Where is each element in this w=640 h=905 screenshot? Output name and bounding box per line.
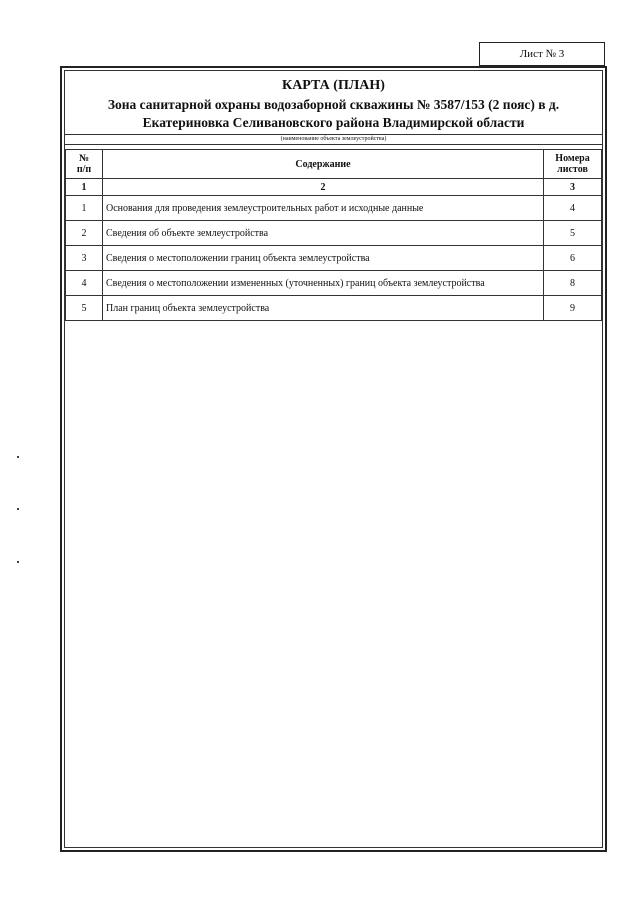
row-page: 4 [544,196,602,221]
table-row [66,271,602,296]
row-content: План границ объекта землеустройства [103,296,544,321]
row-number: 2 [66,221,103,246]
contents-header-row [66,150,602,179]
row-content: Основания для проведения землеустроительных работ и исходные данные [103,196,544,221]
row-page: 6 [544,246,602,271]
document-frame [60,66,607,852]
document-inner-frame [64,70,603,848]
column-index-row [66,179,602,196]
row-number: 5 [66,296,103,321]
row-content: Сведения о местоположении измененных (уточненных) границ объекта землеустройства [103,271,544,296]
header-content: Содержание [103,150,544,179]
document-title: КАРТА (ПЛАН) [282,78,385,93]
table-row [66,196,602,221]
row-content: Сведения об объекте землеустройства [103,221,544,246]
column-index-3: 3 [544,179,602,196]
header-num-line-2: п/п [76,164,92,175]
scan-dot-mark [17,561,19,563]
scan-dot-mark [17,456,19,458]
sheet-number-label: Лист № 3 [479,42,605,66]
contents-table [65,149,602,321]
header-num [66,150,103,179]
row-number: 1 [66,196,103,221]
header-pages [544,150,602,179]
column-index-2: 2 [103,179,544,196]
table-row [66,246,602,271]
scan-dot-mark [17,508,19,510]
row-page: 9 [544,296,602,321]
document-subtitle-line-1: Зона санитарной охраны водозаборной скважины № 3587/153 (2 пояс) в д. [107,97,560,112]
row-number: 3 [66,246,103,271]
table-row [66,221,602,246]
row-number: 4 [66,271,103,296]
row-page: 5 [544,221,602,246]
row-content: Сведения о местоположении границ объекта землеустройства [103,246,544,271]
row-page: 8 [544,271,602,296]
header-num-line-1: № [78,153,90,164]
column-index-1: 1 [66,179,103,196]
header-pages-line-2: листов [557,164,588,175]
document-subtitle-line-2: Екатериновка Селивановского района Владимирской области [142,115,525,130]
table-row [66,296,602,321]
document-header [65,71,602,133]
header-pages-line-1: Номера [555,153,590,164]
object-name-caption: (наименование объекта землеустройства) [65,134,602,145]
